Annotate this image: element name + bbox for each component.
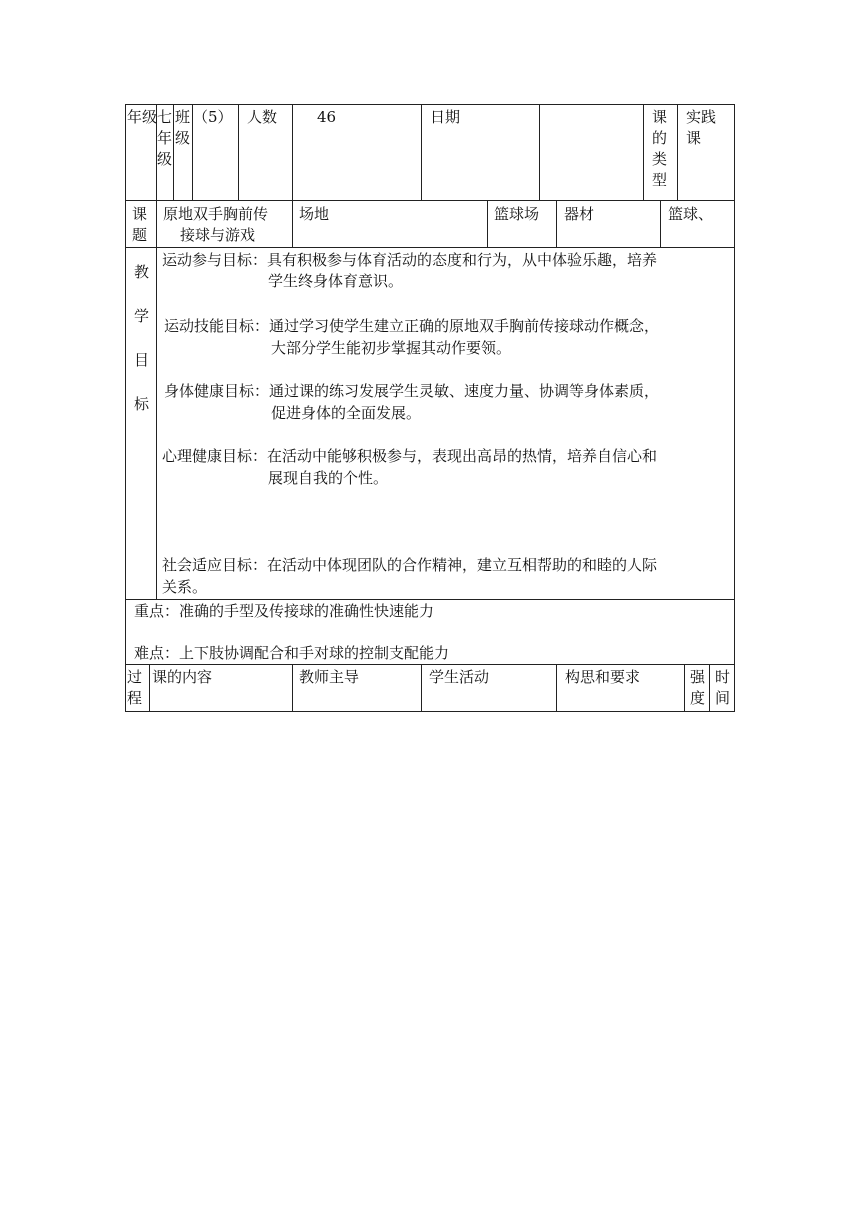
venue-value: 篮球场 (494, 205, 540, 223)
time-header: 时间 (715, 668, 731, 707)
col-divider (709, 664, 710, 711)
table-border-bottom (125, 711, 735, 712)
goal-physical-cont: 促进身体的全面发展。 (271, 404, 422, 422)
goal-mental: 心理健康目标：在活动中能够积极参与，表现出高昂的热情，培养自信心和 (162, 447, 658, 465)
col-divider (421, 664, 422, 711)
row-divider (125, 200, 735, 201)
goal-participation-cont: 学生终身体育意识。 (268, 272, 404, 290)
student-header: 学生活动 (429, 668, 490, 686)
col-divider (156, 247, 157, 599)
col-divider (292, 664, 293, 711)
focus-point: 重点：准确的手型及传接球的准确性快速能力 (134, 602, 435, 620)
goal-skill-cont: 大部分学生能初步掌握其动作要领。 (271, 339, 512, 357)
col-divider (292, 200, 293, 247)
col-divider (421, 104, 422, 200)
row-divider (125, 247, 735, 248)
lesson-type-label: 课的类型 (652, 108, 668, 189)
col-divider (238, 104, 239, 200)
topic-line-2: 接球与游戏 (180, 226, 256, 244)
col-divider (156, 200, 157, 247)
row-divider (125, 599, 735, 600)
goal-skill: 运动技能目标：通过学习使学生建立正确的原地双手胸前传接球动作概念， (164, 317, 660, 335)
equipment-label: 器材 (564, 205, 595, 223)
design-header: 构思和要求 (565, 668, 641, 686)
count-label: 人数 (247, 108, 278, 126)
col-divider (487, 200, 488, 247)
teacher-header: 教师主导 (299, 668, 360, 686)
process-header: 过程 (127, 668, 143, 707)
col-divider (149, 664, 150, 711)
content-header: 课的内容 (152, 668, 213, 686)
grade-label: 年级 (127, 108, 158, 126)
col-divider (539, 104, 540, 200)
goal-physical: 身体健康目标：通过课的练习发展学生灵敏、速度力量、协调等身体素质， (164, 382, 660, 400)
goal-social-cont: 关系。 (162, 578, 208, 596)
goal-participation: 运动参与目标：具有积极参与体育活动的态度和行为，从中体验乐趣，培养 (162, 251, 658, 269)
intensity-header: 强度 (690, 668, 706, 707)
class-value: （5） (193, 108, 233, 126)
topic-line-1: 原地双手胸前传 (163, 205, 269, 223)
col-divider (660, 200, 661, 247)
col-divider (643, 104, 644, 200)
difficulty-point: 难点：上下肢协调配合和手对球的控制支配能力 (134, 644, 450, 662)
col-divider (677, 104, 678, 200)
col-divider (556, 200, 557, 247)
goal-mental-cont: 展现自我的个性。 (268, 469, 389, 487)
goal-social: 社会适应目标：在活动中体现团队的合作精神，建立互相帮助的和睦的人际 (162, 556, 658, 574)
col-divider (556, 664, 557, 711)
count-value: 46 (317, 108, 337, 126)
col-divider (684, 664, 685, 711)
table-border-left (125, 104, 126, 712)
grade-value: 七年级 (157, 108, 173, 168)
col-divider (292, 104, 293, 200)
venue-label: 场地 (299, 205, 330, 223)
row-divider (125, 664, 735, 665)
table-border-right (734, 104, 735, 712)
goals-label: 教学目标 (134, 263, 150, 413)
equipment-value: 篮球、 (668, 205, 714, 223)
topic-label: 课题 (132, 205, 148, 244)
col-divider (173, 104, 174, 200)
lesson-type-value: 实践课 (686, 108, 717, 147)
class-label: 班级 (175, 108, 191, 147)
date-label: 日期 (430, 108, 461, 126)
